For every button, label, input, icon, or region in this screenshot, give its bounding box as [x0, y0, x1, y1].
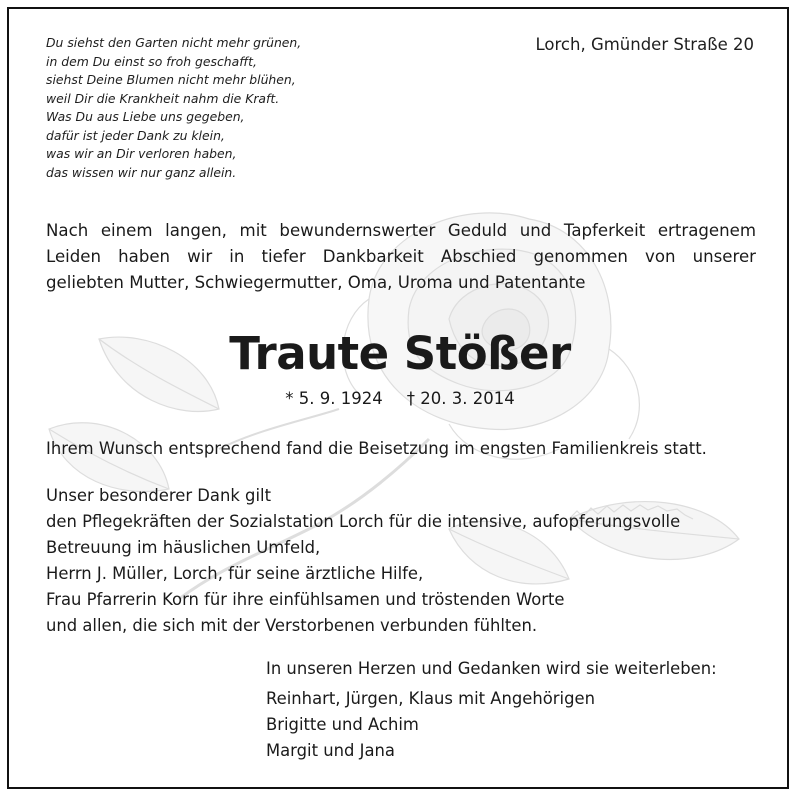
birth-date: * 5. 9. 1924 — [285, 389, 383, 408]
intro-text — [46, 218, 756, 296]
poem-line: weil Dir die Krankheit nahm die Kraft. — [46, 90, 280, 106]
thanks-line: Unser besonderer Dank gilt — [46, 486, 271, 505]
poem-line: was wir an Dir verloren haben, — [46, 146, 237, 161]
poem-line: das wissen wir nur ganz allein. — [46, 164, 237, 180]
deceased-name: Traute Stößer — [229, 327, 571, 380]
poem-line: Du siehst den Garten nicht mehr grünen, — [46, 35, 302, 50]
closing-section — [266, 656, 717, 764]
thanks-line: Betreuung im häuslichen Umfeld, — [46, 538, 321, 557]
thanks-line: und allen, die sich mit der Verstorbenen verbunden fühlten. — [46, 616, 538, 635]
closing-heading: In unseren Herzen und Gedanken wird sie weiterleben: — [266, 659, 717, 678]
life-dates — [9, 389, 789, 408]
obituary-frame — [7, 7, 789, 789]
intro-line: Nach einem langen, mit bewundernswerter Geduld und Tapferkeit ertragenem — [46, 221, 756, 240]
mourner-line: Brigitte und Achim — [266, 715, 419, 734]
thanks-section — [46, 483, 680, 639]
thanks-line: Herrn J. Müller, Lorch, für seine ärztliche Hilfe, — [46, 564, 424, 583]
thanks-line: den Pflegekräften der Sozialstation Lorch für die intensive, aufopferungsvolle — [46, 512, 681, 531]
intro-line: geliebten Mutter, Schwiegermutter, Oma, Uroma und Patentante — [46, 273, 586, 292]
poem-line: Was Du aus Liebe uns gegeben, — [46, 109, 245, 124]
poem — [46, 34, 301, 182]
address: Lorch, Gmünder Straße 20 — [535, 35, 754, 54]
death-date: † 20. 3. 2014 — [406, 389, 515, 408]
poem-line: in dem Du einst so froh geschafft, — [46, 53, 257, 69]
poem-line: siehst Deine Blumen nicht mehr blühen, — [46, 72, 296, 87]
mourner-line: Margit und Jana — [266, 741, 395, 760]
intro-line: Leiden haben wir in tiefer Dankbarkeit Abschied genommen von unserer — [46, 247, 756, 266]
poem-line: dafür ist jeder Dank zu klein, — [46, 127, 225, 143]
mourner-line: Reinhart, Jürgen, Klaus mit Angehörigen — [266, 689, 595, 708]
thanks-line: Frau Pfarrerin Korn für ihre einfühlsamen und tröstenden Worte — [46, 590, 565, 609]
burial-note: Ihrem Wunsch entsprechend fand die Beisetzung im engsten Familienkreis statt. — [46, 439, 707, 458]
